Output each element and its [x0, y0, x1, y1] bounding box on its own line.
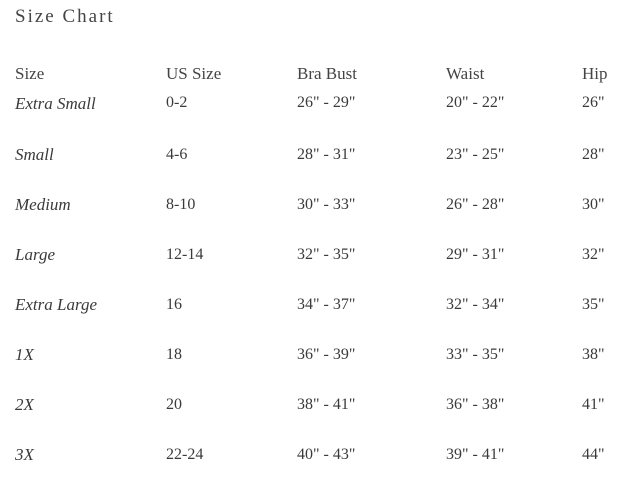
- cell-bra-bust: 26" - 29": [297, 94, 356, 111]
- cell-hip: 26": [582, 94, 605, 111]
- cell-hip: 44": [582, 446, 605, 463]
- cell-waist: 29" - 31": [446, 246, 505, 263]
- cell-waist: 39" - 41": [446, 446, 505, 463]
- cell-waist: 23" - 25": [446, 146, 505, 163]
- cell-hip: 30": [582, 196, 605, 213]
- cell-hip: 32": [582, 246, 605, 263]
- cell-hip: 41": [582, 396, 605, 413]
- table-row: [0, 330, 626, 380]
- cell-waist: 26" - 28": [446, 196, 505, 213]
- cell-bra-bust: 36" - 39": [297, 346, 356, 363]
- header-size: Size: [15, 64, 45, 83]
- cell-bra-bust: 34" - 37": [297, 296, 356, 313]
- cell-hip: 35": [582, 296, 605, 313]
- cell-us-size: 8-10: [166, 196, 196, 213]
- cell-us-size: 18: [166, 346, 182, 363]
- header-waist: Waist: [446, 64, 485, 83]
- cell-waist: 32" - 34": [446, 296, 505, 313]
- page-title: Size Chart: [15, 6, 115, 27]
- cell-us-size: 4-6: [166, 146, 188, 163]
- cell-us-size: 12-14: [166, 246, 204, 263]
- cell-size: Extra Small: [15, 94, 96, 113]
- table-row: [0, 94, 626, 130]
- cell-bra-bust: 32" - 35": [297, 246, 356, 263]
- table-row: [0, 180, 626, 230]
- cell-size: 1X: [15, 345, 34, 364]
- cell-size: 3X: [15, 445, 34, 464]
- cell-hip: 38": [582, 346, 605, 363]
- cell-us-size: 16: [166, 296, 182, 313]
- cell-us-size: 20: [166, 396, 182, 413]
- table-row: [0, 280, 626, 330]
- table-row: [0, 230, 626, 280]
- cell-waist: 33" - 35": [446, 346, 505, 363]
- table-row: [0, 430, 626, 480]
- table-row: [0, 130, 626, 180]
- cell-bra-bust: 38" - 41": [297, 396, 356, 413]
- size-chart-table: [0, 54, 626, 480]
- table-header-row: [0, 54, 626, 94]
- cell-size: Extra Large: [15, 295, 98, 314]
- cell-bra-bust: 40" - 43": [297, 446, 356, 463]
- cell-bra-bust: 30" - 33": [297, 196, 356, 213]
- cell-waist: 20" - 22": [446, 94, 505, 111]
- header-bra-bust: Bra Bust: [297, 64, 357, 83]
- cell-bra-bust: 28" - 31": [297, 146, 356, 163]
- cell-size: Medium: [15, 195, 71, 214]
- cell-size: 2X: [15, 395, 34, 414]
- cell-size: Small: [15, 145, 54, 164]
- cell-waist: 36" - 38": [446, 396, 505, 413]
- header-hip: Hip: [582, 64, 608, 83]
- header-us-size: US Size: [166, 64, 222, 83]
- cell-size: Large: [15, 245, 55, 264]
- cell-hip: 28": [582, 146, 605, 163]
- cell-us-size: 0-2: [166, 94, 188, 111]
- cell-us-size: 22-24: [166, 446, 204, 463]
- table-row: [0, 380, 626, 430]
